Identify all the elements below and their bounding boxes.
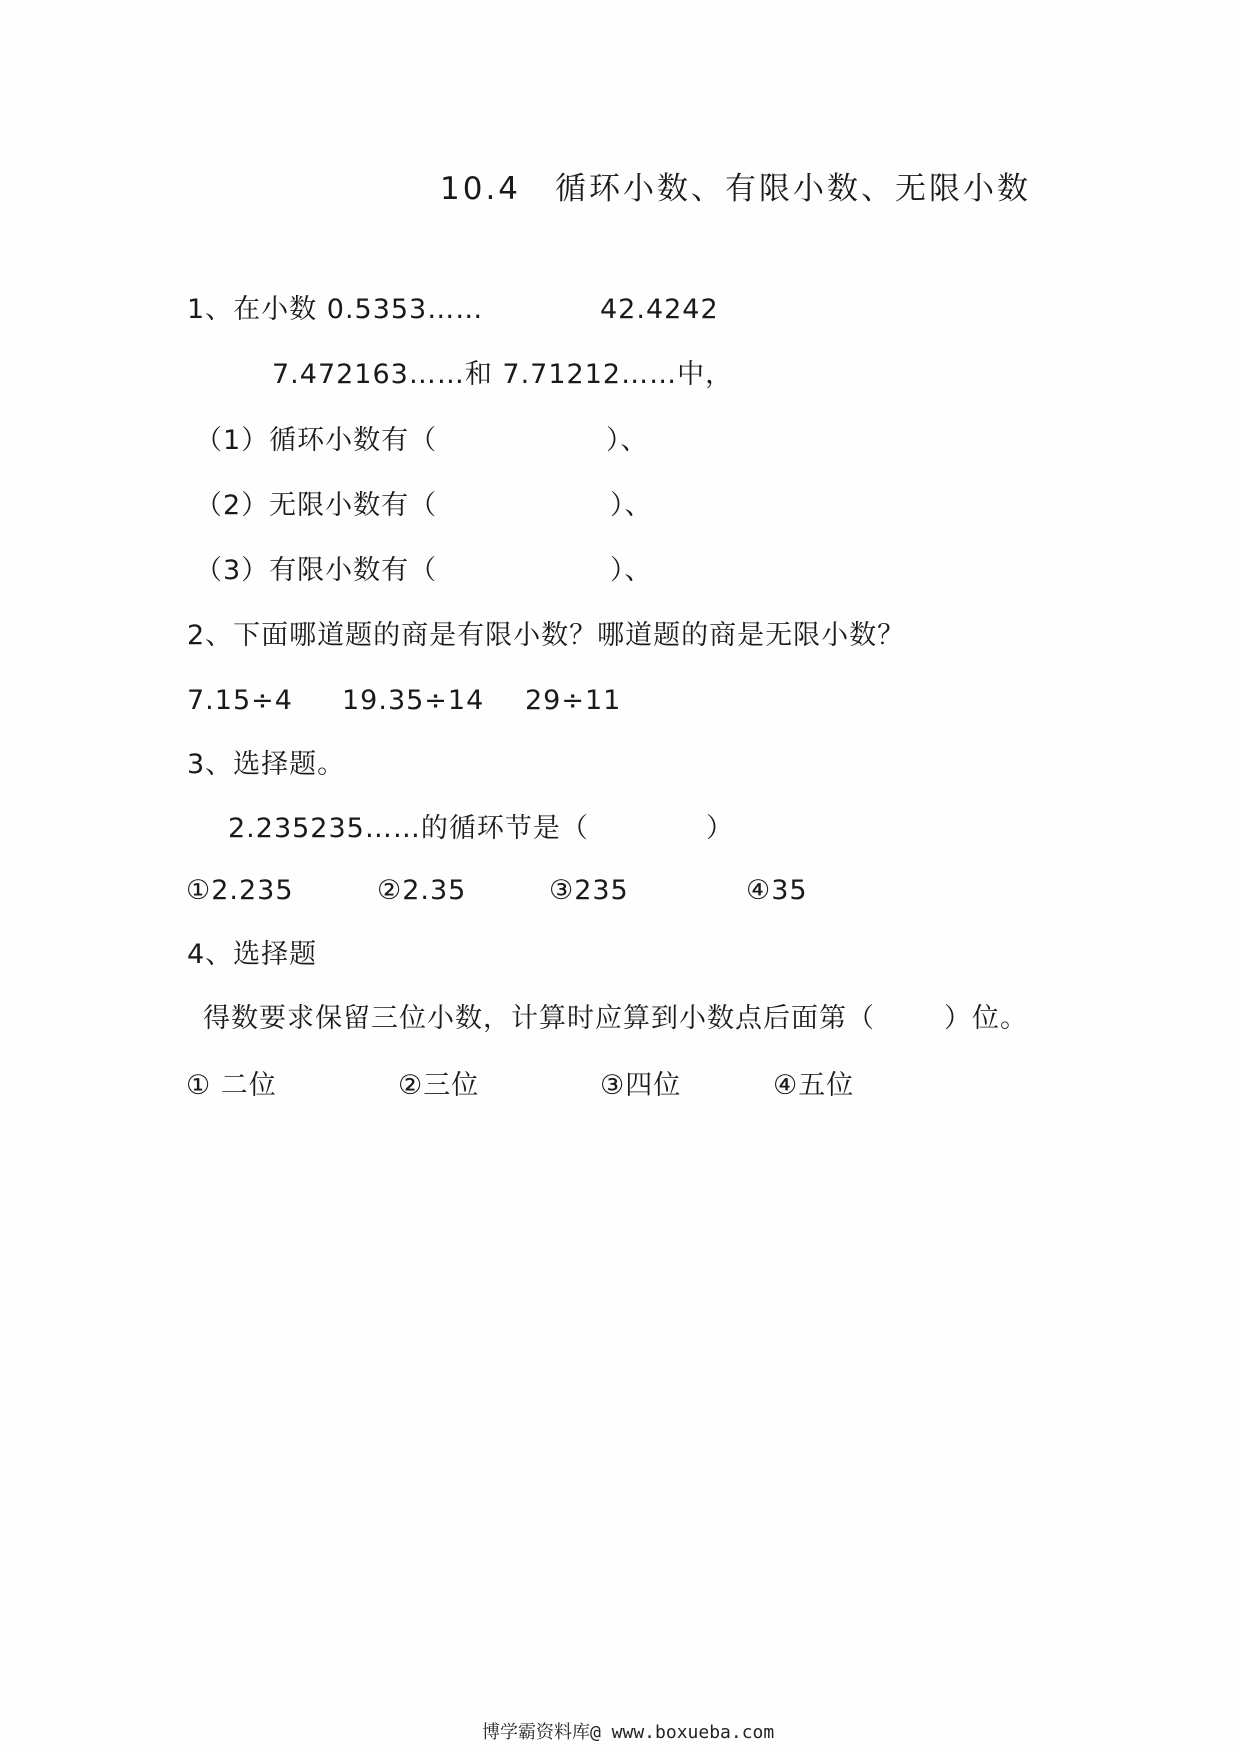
q1-sub3-end: ）、 [610, 555, 653, 586]
q1-sub2 [195, 488, 437, 524]
q1-line1-a: 1、在小数 0.5353…… [187, 294, 484, 325]
q4-option-2: ②三位 [398, 1070, 480, 1101]
footer-watermark: 博学霸资料库@ www.boxueba.com [482, 1722, 775, 1743]
q1-sub1-end: ）、 [606, 425, 649, 456]
page-title [440, 163, 1031, 208]
q3-heading: 3、选择题。 [187, 749, 346, 780]
q3-prompt-end: ） [706, 813, 734, 844]
q3-option-3: ③235 [549, 875, 629, 906]
q4-prompt-start: 得数要求保留三位小数，计算时应算到小数点后面第（ [203, 1003, 875, 1034]
q1-sub1-label: （1）循环小数有（ [195, 425, 438, 456]
q2-expr-3: 29÷11 [525, 685, 622, 716]
title-number: 10.4 [440, 171, 522, 207]
q2-expr-1: 7.15÷4 [187, 685, 293, 716]
q3-option-2: ②2.35 [377, 875, 467, 906]
q4-option-1: ① 二位 [186, 1070, 277, 1101]
q1-line1 [187, 292, 483, 328]
q4-option-4: ④五位 [773, 1070, 855, 1101]
q1-sub2-label: （2）无限小数有（ [195, 490, 438, 521]
q1-sub3 [195, 553, 437, 589]
q1-sub2-end: ）、 [610, 490, 653, 521]
q1-line1-b: 42.4242 [600, 294, 719, 325]
q1-sub1 [195, 423, 437, 459]
q1-sub3-label: （3）有限小数有（ [195, 555, 438, 586]
q4-heading: 4、选择题 [187, 939, 318, 970]
q3-option-4: ④35 [746, 875, 808, 906]
title-text: 循环小数、有限小数、无限小数 [555, 171, 1032, 207]
q2-question: 2、下面哪道题的商是有限小数？哪道题的商是无限小数？ [187, 620, 906, 651]
q3-prompt-start: 2.235235……的循环节是（ [228, 813, 589, 844]
q4-prompt-end: ）位。 [944, 1003, 1028, 1034]
q3-option-1: ①2.235 [186, 875, 294, 906]
q4-option-3: ③四位 [600, 1070, 682, 1101]
q2-expr-2: 19.35÷14 [342, 685, 485, 716]
q1-line2: 7.472163……和 7.71212……中， [272, 359, 734, 390]
